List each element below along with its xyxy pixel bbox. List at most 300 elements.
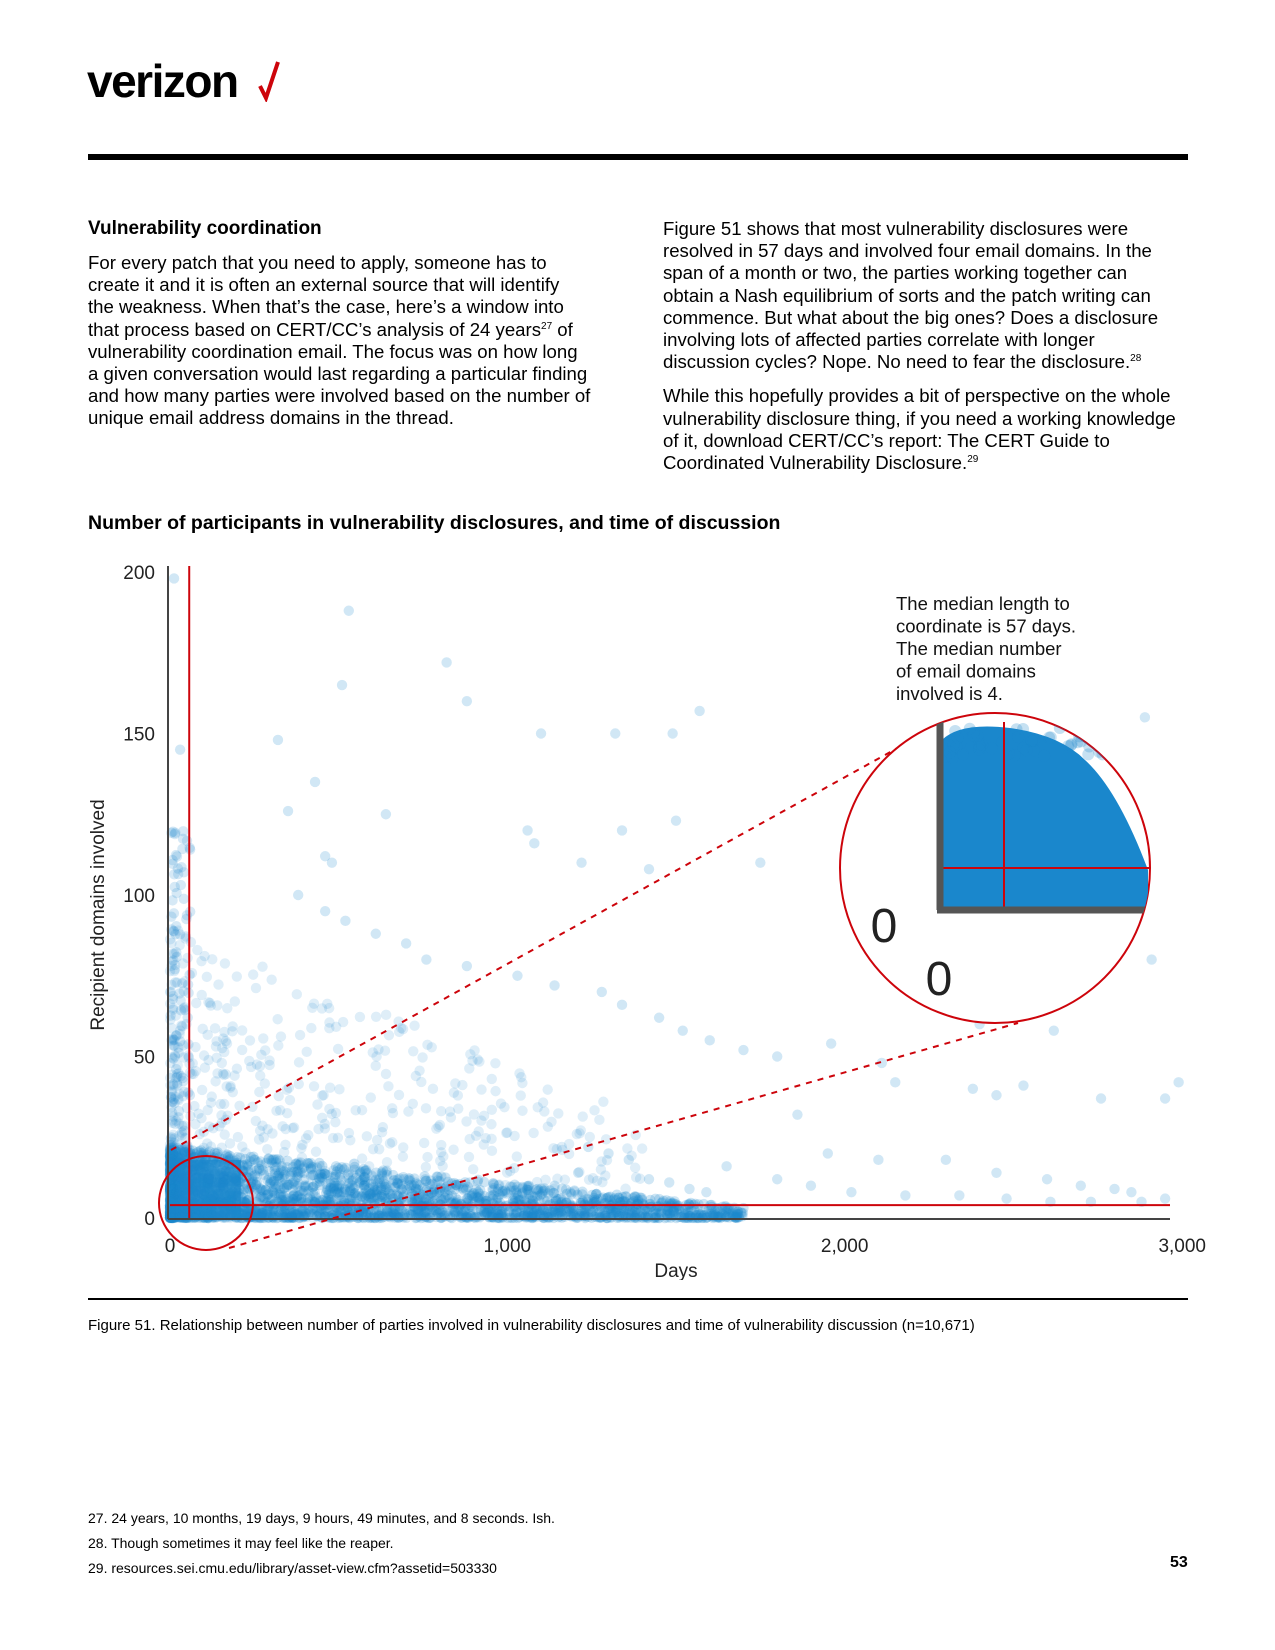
data-point [667,728,677,738]
data-point [664,1177,674,1187]
data-point [597,1177,607,1187]
figure-caption: Figure 51. Relationship between number of parties involved in vulnerability disclosures and time of vulnerability discussion (n=10,671) [88,1317,975,1334]
data-point [209,1211,219,1221]
section-heading: Vulnerability coordination [88,218,322,239]
data-point [489,1190,499,1200]
data-point [273,735,283,745]
inset-point [1099,729,1111,741]
data-point [211,1053,221,1063]
data-point [792,1109,802,1119]
data-point [292,989,302,999]
data-point [258,1033,268,1043]
inset-point [1096,748,1108,760]
data-point [257,961,267,971]
data-point [266,1177,276,1187]
data-point [350,1188,360,1198]
left-paragraph [88,252,628,430]
data-point [202,1030,212,1040]
inset-point [1112,740,1124,752]
data-point [461,1116,471,1126]
data-point [576,858,586,868]
data-point [172,1078,182,1088]
data-point [597,987,607,997]
data-point [182,1012,192,1022]
data-point [225,1213,235,1223]
data-point [169,573,179,583]
data-point [254,1134,264,1144]
verizon-check-icon [258,58,280,102]
data-point [273,1040,283,1050]
data-point [251,1116,261,1126]
data-point [684,1213,694,1223]
data-point [220,958,230,968]
data-point [331,1022,341,1032]
footnote-ref-28[interactable]: 28 [1130,353,1142,365]
right-paragraph-1: Figure 51 shows that most vulnerability disclosures were resolved in 57 days and involved four email domains. In the span of a month or two, the parties working together can obtain a Nash equilibrium of sorts and the patch writing can commence. But what about the big ones? Does a disclosure involving lots of affected parties correlate with longer discussion cycles? Nope. No need to fear the disclosure.$^{28}$ [663,218,1159,373]
data-point [487,1074,497,1084]
data-point [355,1012,365,1022]
data-point [623,1208,633,1218]
data-point [215,1168,225,1178]
data-point [490,1058,500,1068]
data-point [755,858,765,868]
y-tick-label: 0 [144,1209,155,1230]
data-point [1140,712,1150,722]
data-point [654,1013,664,1023]
data-point [244,1056,254,1066]
data-point [194,1129,204,1139]
data-point [991,1168,1001,1178]
inset-point [1115,723,1127,735]
data-point [189,1212,199,1222]
left-column [88,218,628,430]
data-point [213,979,223,989]
footnote-29[interactable]: 29. resources.sei.cmu.edu/library/asset-view.cfm?assetid=503330 [88,1560,497,1576]
data-point [171,1031,181,1041]
data-point [282,1108,292,1118]
data-point [313,1170,323,1180]
chart-title: Number of participants in vulnerability disclosures, and time of discussion [88,512,781,534]
data-point [312,1099,322,1109]
data-point [678,1025,688,1035]
data-point [449,1087,459,1097]
data-point [203,997,213,1007]
data-point [165,1010,175,1020]
data-point [873,1155,883,1165]
footnote-ref-27[interactable]: 27 [541,320,553,332]
footnote-27: 27. 24 years, 10 months, 19 days, 9 hours, 49 minutes, and 8 seconds. Ish. [88,1510,555,1526]
data-point [439,1194,449,1204]
data-point [374,1144,384,1154]
data-point [509,1131,519,1141]
data-point [276,1031,286,1041]
data-point [714,1211,724,1221]
annotation-line: The median number [896,638,1062,659]
data-point [556,1206,566,1216]
text-line: and how many parties were involved based on the number of [88,385,591,407]
data-point [262,1144,272,1154]
data-point [417,1052,427,1062]
data-point [378,1122,388,1132]
data-point [476,1084,486,1094]
data-point [287,1123,297,1133]
data-point [383,1081,393,1091]
data-point [441,657,451,667]
data-point [552,1144,562,1154]
data-point [252,1184,262,1194]
data-point [362,1131,372,1141]
data-point [468,1164,478,1174]
data-point [473,1175,483,1185]
data-point [317,1090,327,1100]
data-point [381,1010,391,1020]
data-point [283,806,293,816]
data-point [381,809,391,819]
data-point [462,961,472,971]
data-point [294,1178,304,1188]
data-point [1001,1193,1011,1203]
data-point [255,1061,265,1071]
data-point [546,1117,556,1127]
data-point [644,864,654,874]
scatter-chart [0,540,1275,1280]
data-point [320,906,330,916]
data-point [1160,1193,1170,1203]
data-point [1018,1080,1028,1090]
data-point [211,1036,221,1046]
data-point [204,1174,214,1184]
data-point [271,1162,281,1172]
data-point [900,1190,910,1200]
data-point [237,1045,247,1055]
data-point [462,1193,472,1203]
data-point [474,1212,484,1222]
data-point [219,1027,229,1037]
data-point [173,1112,183,1122]
data-point [344,606,354,616]
data-point [701,1187,711,1197]
data-point [366,1092,376,1102]
data-point [366,1205,376,1215]
text-line: the weakness. When that’s the case, here’s a window into [88,296,564,318]
data-point [334,1084,344,1094]
data-point [398,1024,408,1034]
data-point [1160,1093,1170,1103]
data-point [394,1090,404,1100]
data-point [522,825,532,835]
data-point [464,1152,474,1162]
data-point [310,777,320,787]
data-point [526,1199,536,1209]
data-point [327,1198,337,1208]
data-point [409,1020,419,1030]
data-point [620,1184,630,1194]
data-point [517,1078,527,1088]
data-point [596,1201,606,1211]
data-point [179,894,189,904]
data-point [168,955,178,965]
caption-rule [88,1298,1188,1300]
data-point [255,1071,265,1081]
annotation-line: involved is 4. [896,683,1003,704]
text-line: a given conversation would last regarding a particular finding [88,363,588,385]
data-point [313,1124,323,1134]
data-point [499,1102,509,1112]
data-point [293,1157,303,1167]
data-point [610,728,620,738]
data-point [1096,1093,1106,1103]
inset-point [1110,741,1122,753]
data-point [173,1042,183,1052]
data-point [598,1097,608,1107]
data-point [371,1051,381,1061]
data-point [643,1212,653,1222]
data-point [330,1117,340,1127]
inset-point [1054,722,1066,734]
data-point [448,1145,458,1155]
data-point [512,971,522,981]
data-point [603,1148,613,1158]
data-point [408,1046,418,1056]
zoom-callout [159,593,1150,1250]
data-point [583,1142,593,1152]
data-point [533,1102,543,1112]
data-point [169,1194,179,1204]
data-point [251,983,261,993]
data-point [529,838,539,848]
inset-point [1012,731,1024,743]
data-point [528,1128,538,1138]
data-point [1049,1025,1059,1035]
data-point [296,1143,306,1153]
data-point [233,1132,243,1142]
data-point [540,1175,550,1185]
data-point [542,1212,552,1222]
data-point [278,1212,288,1222]
data-point [170,964,180,974]
annotation-line: of email domains [896,660,1036,682]
data-point [254,1164,264,1174]
inset-point [1110,747,1122,759]
data-point [295,1030,305,1040]
data-point [212,1068,222,1078]
data-point [308,1182,318,1192]
verizon-logo: verizon [87,55,238,107]
data-point [311,1147,321,1157]
data-point [294,1057,304,1067]
data-point [170,882,180,892]
data-point [542,1084,552,1094]
data-point [182,953,192,963]
data-point [337,680,347,690]
inset-point [1075,723,1087,735]
data-point [234,1101,244,1111]
data-point [492,1205,502,1215]
data-point [306,1023,316,1033]
data-point [371,1061,381,1071]
data-point [302,1047,312,1057]
data-point [464,1134,474,1144]
data-point [517,1106,527,1116]
data-point [225,1081,235,1091]
data-point [285,1095,295,1105]
data-point [954,1190,964,1200]
data-point [476,1115,486,1125]
data-point [245,1035,255,1045]
data-point [387,1103,397,1113]
data-point [293,890,303,900]
data-point [475,1193,485,1203]
data-point [487,1146,497,1156]
data-point [490,1086,500,1096]
data-point [192,945,202,955]
x-tick-label: 1,000 [483,1236,532,1257]
data-point [222,1038,232,1048]
inset-point [1111,738,1123,750]
data-point [229,1070,239,1080]
x-axis-label: Days [654,1261,698,1280]
data-point [178,1174,188,1184]
data-point [368,1176,378,1186]
x-tick-label: 3,000 [1158,1236,1206,1257]
data-point [585,1132,595,1142]
data-point [823,1148,833,1158]
data-point [202,972,212,982]
annotation-line: coordinate is 57 days. [896,615,1076,637]
data-point [826,1038,836,1048]
inset-point [1017,742,1029,754]
data-point [372,1135,382,1145]
data-point [462,696,472,706]
data-point [255,1125,265,1135]
data-point [512,1151,522,1161]
data-point [510,1202,520,1212]
inset-point [1120,741,1132,753]
inset-point [972,730,984,742]
data-point [622,1143,632,1153]
data-point [631,1172,641,1182]
data-point [411,1071,421,1081]
data-point [419,1192,429,1202]
inset-point [1123,730,1135,742]
data-point [189,1101,199,1111]
data-point [536,728,546,738]
data-point [457,1080,467,1090]
data-point [272,1014,282,1024]
data-point [772,1174,782,1184]
data-point [381,1069,391,1079]
data-point [266,975,276,985]
data-point [219,1099,229,1109]
data-point [624,1155,634,1165]
data-point [428,1084,438,1094]
data-point [398,1142,408,1152]
data-point [325,1183,335,1193]
data-point [411,1183,421,1193]
data-point [408,1099,418,1109]
data-point [351,1105,361,1115]
data-point [349,1158,359,1168]
footnote-ref-29[interactable]: 29 [967,453,979,465]
data-point [617,825,627,835]
data-point [422,1040,432,1050]
data-point [398,1181,408,1191]
data-point [1076,1181,1086,1191]
inset-point [1122,730,1134,742]
data-point [364,1161,374,1171]
data-point [218,1183,228,1193]
data-point [421,1103,431,1113]
inset-point [1120,733,1132,745]
data-point [445,1106,455,1116]
y-tick-label: 150 [123,724,155,746]
data-point [382,1165,392,1175]
data-point [232,971,242,981]
data-point [459,1211,469,1221]
data-point [738,1045,748,1055]
data-point [486,1119,496,1129]
data-point [705,1035,715,1045]
data-point [566,1208,576,1218]
data-point [684,1199,694,1209]
data-point [371,1188,381,1198]
inset-point [1109,726,1121,738]
y-axis-label: Recipient domains involved [88,799,109,1031]
data-point [422,1152,432,1162]
data-point [173,869,183,879]
data-point [564,1139,574,1149]
data-point [772,1051,782,1061]
y-tick-label: 200 [123,563,155,584]
text-line: vulnerability coordination email. The focus was on how long [88,340,578,362]
data-point [328,1133,338,1143]
header-rule [88,154,1188,160]
data-point [237,1025,247,1035]
data-point [1109,1184,1119,1194]
zoom-inset [937,722,1150,910]
data-point [473,1126,483,1136]
data-point [278,1191,288,1201]
data-point [264,1055,274,1065]
data-point [523,1183,533,1193]
data-point [549,980,559,990]
data-point [941,1155,951,1165]
annotation-line: The median length to [896,593,1070,614]
footnote-28: 28. Though sometimes it may feel like the reaper. [88,1535,394,1551]
data-point [721,1161,731,1171]
data-point [671,816,681,826]
data-point [890,1077,900,1087]
data-point [309,1081,319,1091]
data-point [200,1063,210,1073]
data-point [170,828,180,838]
data-point [421,1162,431,1172]
data-point [388,1178,398,1188]
inset-point [944,746,956,758]
data-point [398,1151,408,1161]
data-point [436,1147,446,1157]
zoom-connector [171,745,903,1150]
data-point [436,1106,446,1116]
data-point [175,744,185,754]
right-column [663,218,1203,486]
data-point [486,1134,496,1144]
inset-point [1082,748,1094,760]
text-line: that process based on CERT/CC’s analysis of 24 years$^{27}$ of [88,318,573,340]
data-point [222,1003,232,1013]
data-point [684,1184,694,1194]
text-line: For every patch that you need to apply, someone has to [88,252,547,273]
